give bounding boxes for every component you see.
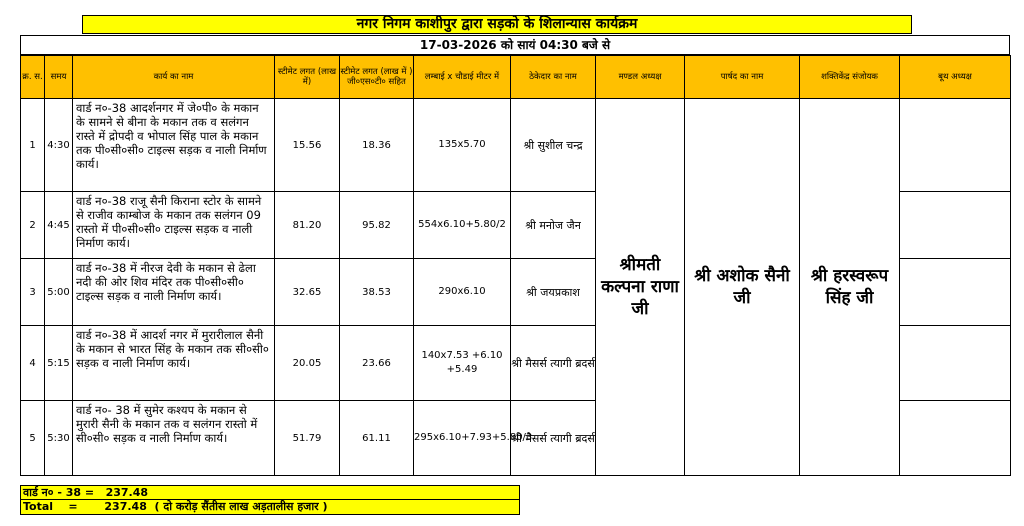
row-sno: 3 xyxy=(21,259,45,326)
header-contractor: ठेकेदार का नाम xyxy=(511,56,596,99)
parshad-name: श्री अशोक सैनी जी xyxy=(685,99,800,476)
page-title: नगर निगम काशीपुर द्वारा सड़को के शिलान्यास कार्यक्रम xyxy=(82,15,912,34)
table-row xyxy=(21,99,1011,192)
row-time: 4:45 xyxy=(45,192,73,259)
row-estimate-gst: 38.53 xyxy=(340,259,414,326)
row-estimate-gst: 18.36 xyxy=(340,99,414,192)
row-time: 5:30 xyxy=(45,401,73,476)
header-parshad: पार्षद का नाम xyxy=(685,56,800,99)
row-sno: 5 xyxy=(21,401,45,476)
row-work: वार्ड न०- 38 में सुमेर कश्यप के मकान से मुरारी सैनी के मकान तक व सलंगन रास्तो में सी०सी० सड़क व नाली निर्माण कार्य। xyxy=(73,401,275,476)
row-work: वार्ड न०-38 में आदर्श नगर में मुरारीलाल सैनी के मकान से भारत सिंह के मकान तक सी०सी० सड़क व नाली निर्माण कार्य। xyxy=(73,326,275,401)
row-estimate: 81.20 xyxy=(275,192,340,259)
row-estimate-gst: 61.11 xyxy=(340,401,414,476)
ward-total-text: वार्ड न० - 38 = 237.48 xyxy=(23,486,149,499)
row-contractor: श्री सुशील चन्द्र xyxy=(511,99,596,192)
header-row xyxy=(21,56,1011,99)
row-work: वार्ड न०-38 में नीरज देवी के मकान से ढेला नदी की ओर शिव मंदिर तक पी०सी०सी० टाइल्स सड़क व नाली निर्माण कार्य। xyxy=(73,259,275,326)
row-contractor: श्री मनोज जैन xyxy=(511,192,596,259)
program-table xyxy=(20,55,1011,476)
grand-total xyxy=(20,500,520,515)
header-estimate: स्टीमेट लगत (लाख में) xyxy=(275,56,340,99)
row-estimate-gst: 23.66 xyxy=(340,326,414,401)
row-contractor: श्री जयप्रकाश xyxy=(511,259,596,326)
booth-adhyaksh-cell xyxy=(900,99,1011,192)
header-work: कार्य का नाम xyxy=(73,56,275,99)
row-work: वार्ड न०-38 राजू सैनी किराना स्टोर के सामने से राजीव काम्बोज के मकान तक सलंगन 09 रास्तो में पी०सी०सी० टाइल्स सड़क व नाली निर्माण कार्य। xyxy=(73,192,275,259)
grand-total-text: Total = 237.48 ( दो करोड़ सैंतीस लाख अड़तालीस हजार ) xyxy=(23,500,328,513)
header-dimensions: लम्बाई x चौडाई मीटर में xyxy=(414,56,511,99)
mandal-adhyaksh: श्रीमती कल्पना राणा जी xyxy=(596,99,685,476)
row-dimensions: 290x6.10 xyxy=(414,259,511,326)
row-dimensions: 554x6.10+5.80/2 xyxy=(414,192,511,259)
row-work: वार्ड न०-38 आदर्शनगर में जे०पी० के मकान के सामने से बीना के मकान तक व सलंगन रास्ते में द्रोपदी व भोपाल सिंह पाल के मकान तक पी०सी०सी० टाइल्स सड़क व नाली निर्माण कार्य। xyxy=(73,99,275,192)
row-dimensions: 295x6.10+7.93+5.80/3 xyxy=(414,401,511,476)
header-shakti: शक्तिकेंद्र संजोयक xyxy=(800,56,900,99)
program-date-time: 17-03-2026 को सायं 04:30 बजे से xyxy=(20,35,1010,55)
booth-adhyaksh-cell xyxy=(900,192,1011,259)
ward-total xyxy=(20,485,520,500)
row-estimate: 51.79 xyxy=(275,401,340,476)
row-estimate: 32.65 xyxy=(275,259,340,326)
row-contractor: श्री मैसर्स त्यागी ब्रदर्स xyxy=(511,401,596,476)
row-time: 5:00 xyxy=(45,259,73,326)
row-sno: 4 xyxy=(21,326,45,401)
row-estimate-gst: 95.82 xyxy=(340,192,414,259)
booth-adhyaksh-cell xyxy=(900,401,1011,476)
row-dimensions: 135x5.70 xyxy=(414,99,511,192)
row-time: 5:15 xyxy=(45,326,73,401)
header-booth: बूथ अध्यक्ष xyxy=(900,56,1011,99)
booth-adhyaksh-cell xyxy=(900,326,1011,401)
shakti-kendra-sanyojak: श्री हरस्वरूप सिंह जी xyxy=(800,99,900,476)
header-time: समय xyxy=(45,56,73,99)
row-estimate: 20.05 xyxy=(275,326,340,401)
row-sno: 2 xyxy=(21,192,45,259)
header-mandal: मण्डल अध्यक्ष xyxy=(596,56,685,99)
row-estimate: 15.56 xyxy=(275,99,340,192)
row-dimensions: 140x7.53 +6.10 +5.49 xyxy=(414,326,511,401)
row-time: 4:30 xyxy=(45,99,73,192)
booth-adhyaksh-cell xyxy=(900,259,1011,326)
row-contractor: श्री मैसर्स त्यागी ब्रदर्स xyxy=(511,326,596,401)
row-sno: 1 xyxy=(21,99,45,192)
header-estimate-gst: स्टीमेट लगत (लाख में ) जी०एस०टी० सहित xyxy=(340,56,414,99)
header-sno: क्र. स. xyxy=(21,56,45,99)
